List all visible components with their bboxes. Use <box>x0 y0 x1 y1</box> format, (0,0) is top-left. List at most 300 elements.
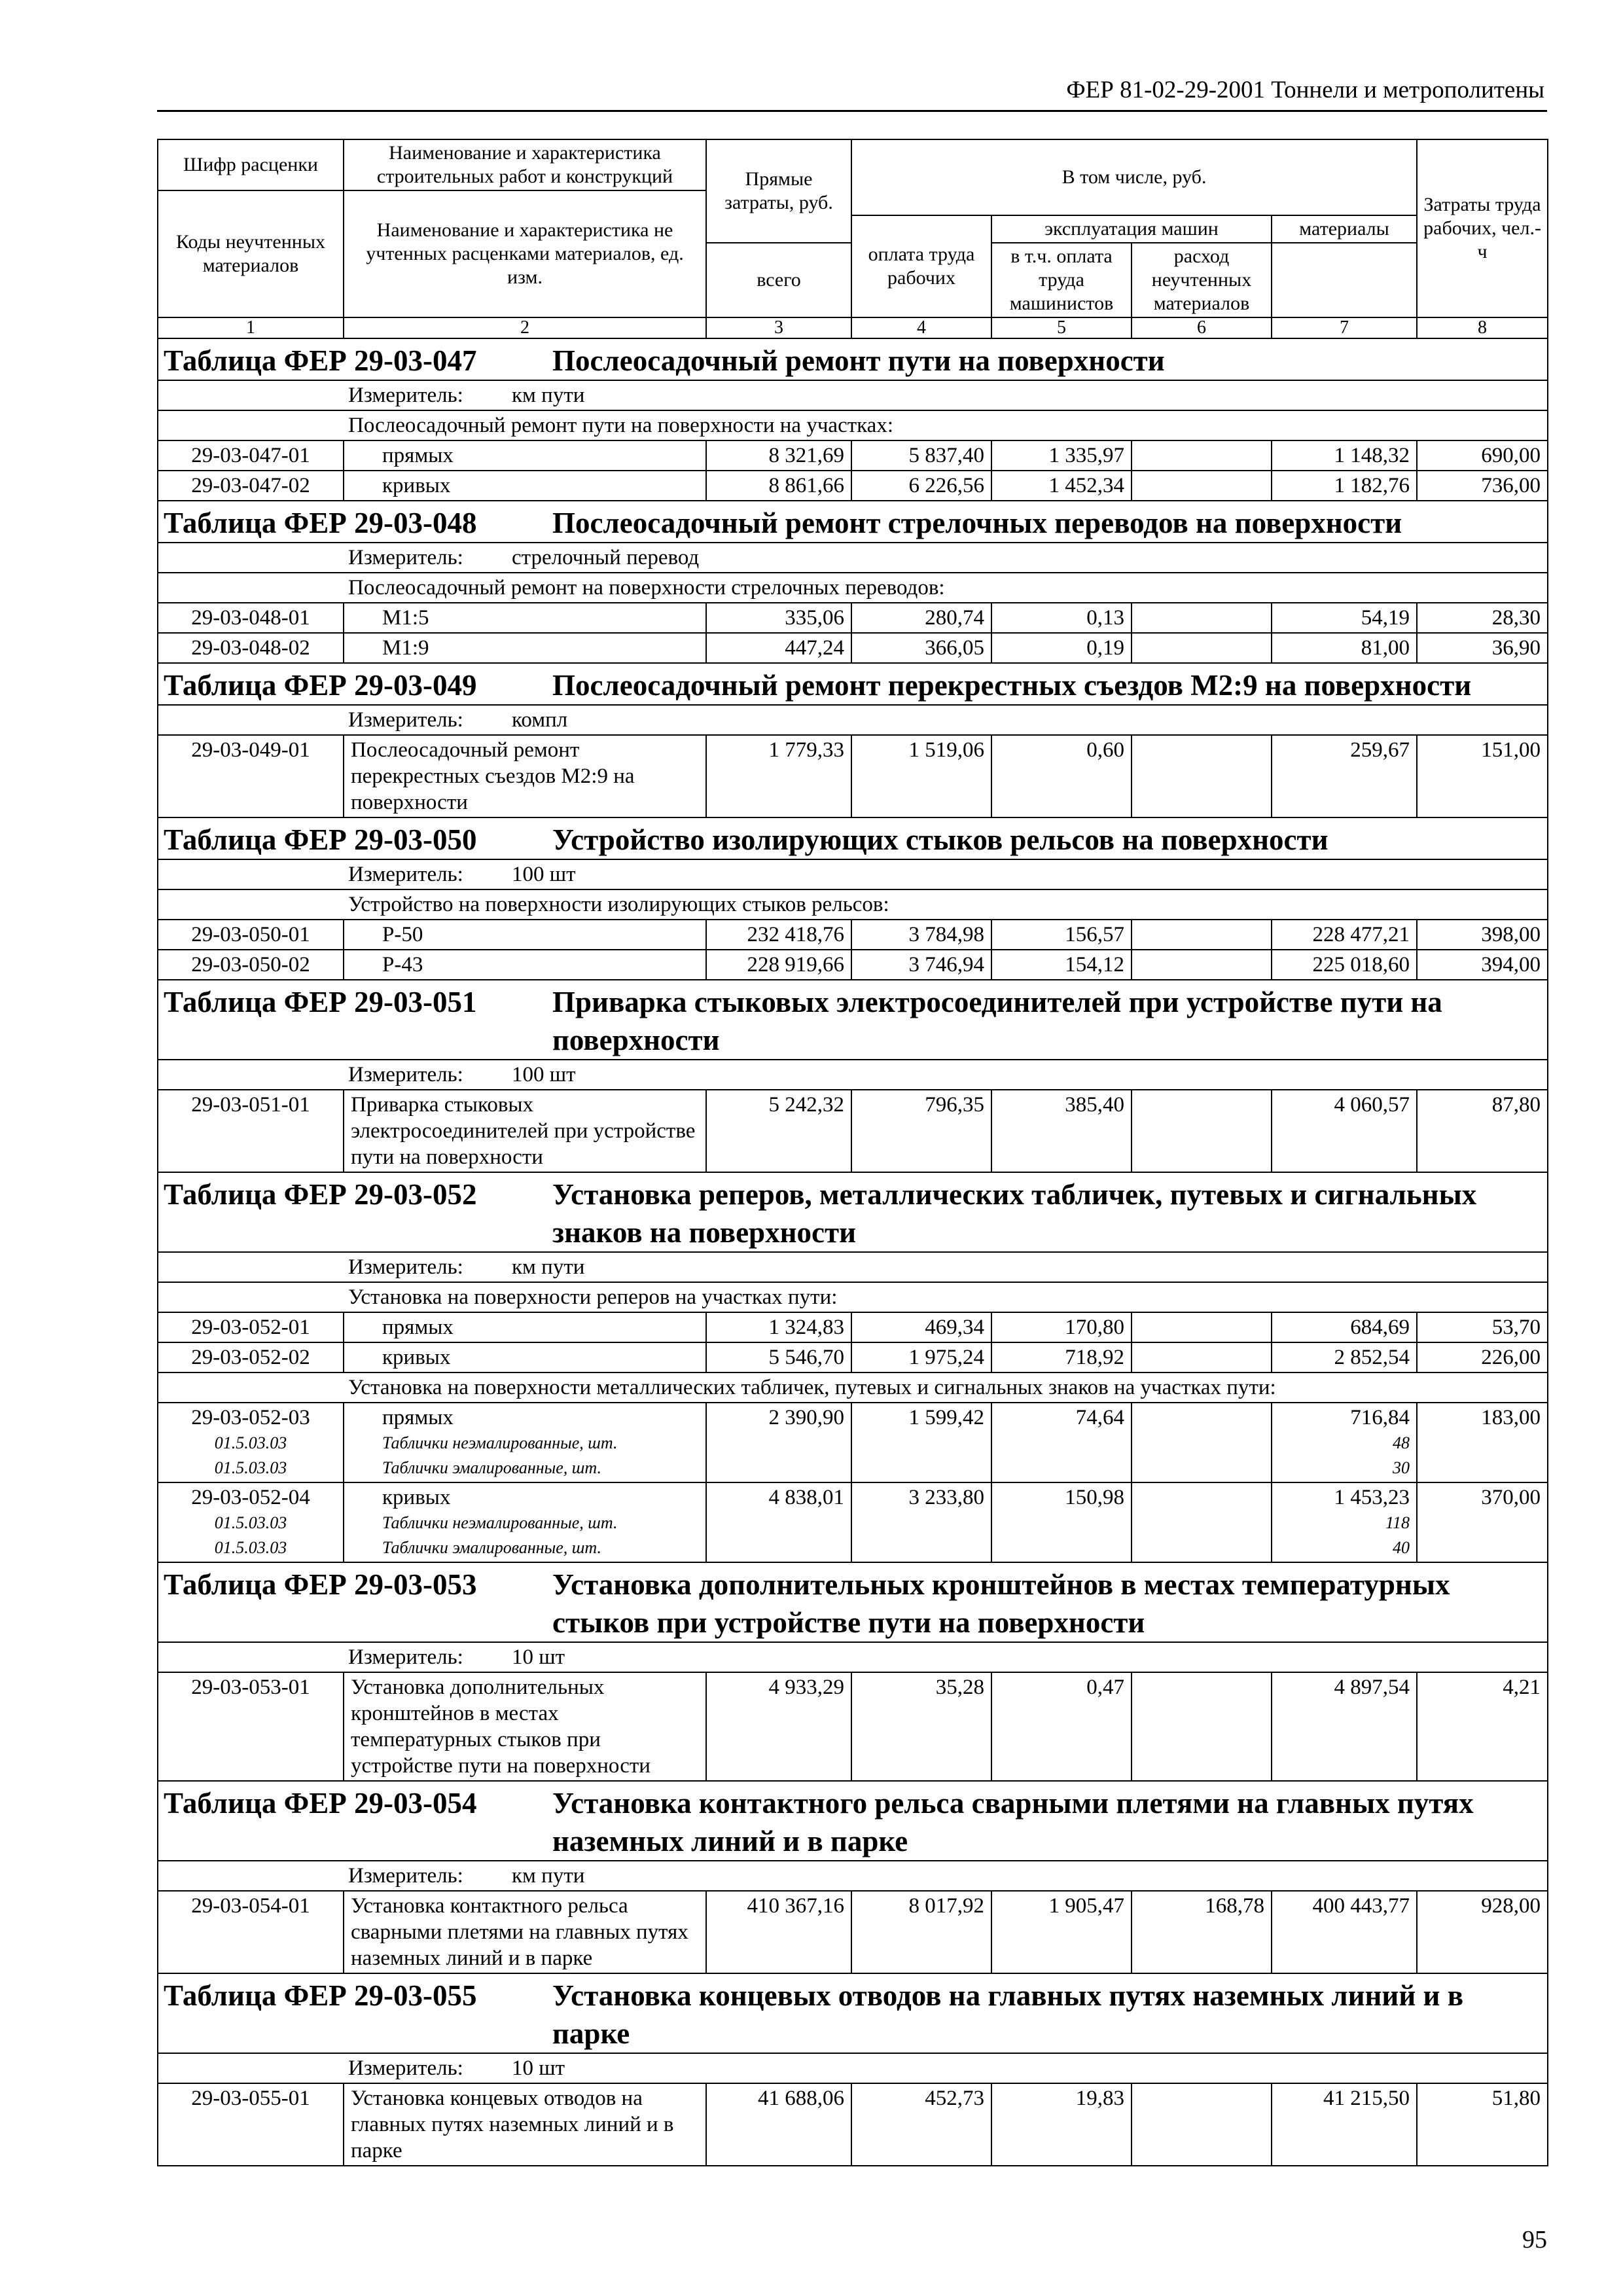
col-num: 3 <box>706 317 851 338</box>
table-label: Таблица ФЕР 29-03-054 <box>164 1787 477 1820</box>
measure-cell <box>158 543 1548 573</box>
measure-cell <box>158 2053 1548 2083</box>
page-number: 95 <box>1522 2226 1547 2253</box>
materials-cost-cell <box>1272 633 1417 663</box>
col-labor-cost-header: Затраты труда рабочих, чел.-ч <box>1417 139 1548 317</box>
measure-label: Измеритель: <box>348 2056 463 2080</box>
table-row <box>158 1090 1548 1172</box>
wages: 6 226,56 <box>851 471 991 501</box>
table-name: Установка реперов, металлических табличек, путевых и сигнальных знаков на поверхности <box>552 1178 1477 1249</box>
work-name-cell <box>344 603 706 633</box>
group-title-row <box>158 1372 1548 1403</box>
col-direct-header: Прямые затраты, руб. <box>706 139 851 243</box>
table-row <box>158 603 1548 633</box>
direct-cost: 410 367,16 <box>706 1891 851 1973</box>
direct-cost: 4 838,01 <box>706 1482 851 1562</box>
measure-label: Измеритель: <box>348 1645 463 1669</box>
materials-cost: 4 060,57 <box>1334 1093 1410 1117</box>
group-title-row <box>158 889 1548 920</box>
rate-code: 29-03-053-01 <box>191 1676 310 1699</box>
direct-cost: 232 418,76 <box>706 920 851 950</box>
measure-unit: км пути <box>512 384 585 407</box>
measure-row <box>158 2053 1548 2083</box>
rate-code-cell <box>158 603 344 633</box>
work-name-cell <box>344 1482 706 1562</box>
material-code: 01.5.03.03 <box>214 1513 287 1532</box>
machines-total: 1 452,34 <box>991 471 1132 501</box>
col-wages-header: оплата труда рабочих <box>851 215 991 317</box>
direct-cost: 8 861,66 <box>706 471 851 501</box>
table-label: Таблица ФЕР 29-03-047 <box>164 344 477 377</box>
rate-code: 29-03-048-02 <box>191 636 310 660</box>
material-code: 01.5.03.03 <box>214 1538 287 1557</box>
price-table <box>157 139 1548 2166</box>
table-title <box>158 1781 1548 1861</box>
work-name: Р-43 <box>382 953 423 977</box>
measure-unit: 100 шт <box>512 1063 576 1086</box>
rate-code-cell <box>158 633 344 663</box>
measure-unit: км пути <box>512 1864 585 1888</box>
wages: 469,34 <box>851 1312 991 1342</box>
work-name-cell <box>344 920 706 950</box>
measure-label: Измеритель: <box>348 1063 463 1086</box>
direct-cost: 4 933,29 <box>706 1672 851 1781</box>
table-title-block <box>164 1175 1542 1251</box>
table-row <box>158 1482 1548 1562</box>
col-num: 2 <box>344 317 706 338</box>
document-header <box>157 73 1547 112</box>
work-name-cell <box>344 1090 706 1172</box>
table-name: Послеосадочный ремонт пути на поверхности <box>552 344 1165 377</box>
machines-total: 154,12 <box>991 950 1132 980</box>
rate-code-cell <box>158 471 344 501</box>
table-title-block <box>164 1566 1542 1641</box>
table-title-block <box>164 342 1542 380</box>
table-row <box>158 950 1548 980</box>
materials-cost-cell <box>1272 920 1417 950</box>
table-label: Таблица ФЕР 29-03-055 <box>164 1979 477 2012</box>
measure-cell <box>158 1642 1548 1672</box>
operators-wages <box>1132 603 1272 633</box>
operators-wages <box>1132 1672 1272 1781</box>
table-row <box>158 1312 1548 1342</box>
direct-cost: 1 324,83 <box>706 1312 851 1342</box>
rate-code: 29-03-052-04 <box>191 1486 310 1509</box>
table-label: Таблица ФЕР 29-03-051 <box>164 986 477 1018</box>
material-code: 01.5.03.03 <box>214 1458 287 1477</box>
header-num-row <box>158 317 1548 338</box>
machines-total: 0,13 <box>991 603 1132 633</box>
table-row <box>158 1672 1548 1781</box>
labor-hours: 28,30 <box>1417 603 1548 633</box>
group-title: Устройство на поверхности изолирующих стыков рельсов: <box>158 889 1548 920</box>
col-machines-header: эксплуатация машин <box>991 215 1272 243</box>
operators-wages <box>1132 920 1272 950</box>
work-name-cell <box>344 1342 706 1372</box>
work-name-cell <box>344 950 706 980</box>
direct-cost: 2 390,90 <box>706 1403 851 1482</box>
machines-total: 0,60 <box>991 735 1132 817</box>
material-qty: 118 <box>1385 1513 1410 1532</box>
operators-wages <box>1132 440 1272 471</box>
machines-total: 385,40 <box>991 1090 1132 1172</box>
table-title-row <box>158 817 1548 859</box>
table-title-block <box>164 983 1542 1059</box>
table-title-block <box>164 821 1542 859</box>
measure-row <box>158 1060 1548 1090</box>
operators-wages <box>1132 1312 1272 1342</box>
table-title-block <box>164 666 1542 704</box>
table-title-row <box>158 1562 1548 1642</box>
col-num: 4 <box>851 317 991 338</box>
labor-hours: 398,00 <box>1417 920 1548 950</box>
work-name: Установка дополнительных кронштейнов в местах температурных стыков при устройстве пути на поверхности <box>351 1676 651 1778</box>
work-name-cell <box>344 1891 706 1973</box>
measure-label: Измеритель: <box>348 1255 463 1279</box>
operators-wages <box>1132 1482 1272 1562</box>
materials-cost-cell <box>1272 1403 1417 1482</box>
header-row-1 <box>158 139 1548 190</box>
machines-total: 0,47 <box>991 1672 1132 1781</box>
material-name: Таблички эмалированные, шт. <box>382 1538 602 1557</box>
rate-code-cell <box>158 920 344 950</box>
materials-cost-cell <box>1272 603 1417 633</box>
table-title-row <box>158 980 1548 1060</box>
material-name: Таблички неэмалированные, шт. <box>382 1433 618 1452</box>
table-title <box>158 817 1548 859</box>
labor-hours: 736,00 <box>1417 471 1548 501</box>
work-name: прямых <box>382 1316 454 1339</box>
col-operators-header: в т.ч. оплата труда машинистов <box>991 243 1132 317</box>
table-name: Послеосадочный ремонт стрелочных переводов на поверхности <box>552 507 1402 539</box>
work-name-cell <box>344 1672 706 1781</box>
work-name: Послеосадочный ремонт перекрестных съездов М2:9 на поверхности <box>351 738 635 814</box>
measure-cell <box>158 859 1548 889</box>
table-title <box>158 1973 1548 2053</box>
labor-hours: 394,00 <box>1417 950 1548 980</box>
measure-unit: стрелочный перевод <box>512 546 700 569</box>
machines-total: 0,19 <box>991 633 1132 663</box>
materials-cost-cell <box>1272 1891 1417 1973</box>
measure-cell <box>158 380 1548 410</box>
labor-hours: 183,00 <box>1417 1403 1548 1482</box>
operators-wages <box>1132 1403 1272 1482</box>
material-qty: 40 <box>1393 1538 1410 1557</box>
measure-row <box>158 1861 1548 1891</box>
table-title-block <box>164 1977 1542 2053</box>
machines-total: 1 905,47 <box>991 1891 1132 1973</box>
table-title-row <box>158 1973 1548 2053</box>
table-title-row <box>158 1781 1548 1861</box>
table-row <box>158 1891 1548 1973</box>
table-row <box>158 471 1548 501</box>
table-title <box>158 1562 1548 1642</box>
table-row <box>158 735 1548 817</box>
col-mat-code-header: Коды неучтенных материалов <box>158 190 344 317</box>
work-name-cell <box>344 440 706 471</box>
operators-wages <box>1132 633 1272 663</box>
materials-cost: 41 215,50 <box>1323 2087 1410 2110</box>
machines-total: 150,98 <box>991 1482 1132 1562</box>
materials-cost-cell <box>1272 735 1417 817</box>
direct-cost: 8 321,69 <box>706 440 851 471</box>
materials-cost-cell <box>1272 440 1417 471</box>
table-label: Таблица ФЕР 29-03-048 <box>164 507 477 539</box>
work-name-cell <box>344 1403 706 1482</box>
materials-cost: 684,69 <box>1350 1316 1410 1339</box>
rate-code: 29-03-050-02 <box>191 953 310 977</box>
group-title: Послеосадочный ремонт на поверхности стрелочных переводов: <box>158 573 1548 603</box>
operators-wages <box>1132 471 1272 501</box>
direct-cost: 228 919,66 <box>706 950 851 980</box>
labor-hours: 51,80 <box>1417 2083 1548 2166</box>
materials-cost: 54,19 <box>1361 606 1410 630</box>
table-label: Таблица ФЕР 29-03-050 <box>164 823 477 856</box>
work-name: Установка концевых отводов на главных путях наземных линий и в парке <box>351 2087 674 2162</box>
material-qty: 48 <box>1393 1433 1410 1452</box>
table-title <box>158 338 1548 380</box>
table-name: Установка контактного рельса сварными плетями на главных путях наземных линий и в парке <box>552 1787 1474 1857</box>
rate-code: 29-03-047-01 <box>191 444 310 467</box>
measure-row <box>158 380 1548 410</box>
table-label: Таблица ФЕР 29-03-052 <box>164 1178 477 1211</box>
table-name: Установка концевых отводов на главных путях наземных линий и в парке <box>552 1979 1464 2050</box>
rate-code: 29-03-050-01 <box>191 923 310 946</box>
materials-cost-cell <box>1272 1090 1417 1172</box>
rate-code-cell <box>158 1342 344 1372</box>
measure-unit: компл <box>512 708 568 732</box>
wages: 796,35 <box>851 1090 991 1172</box>
direct-cost: 335,06 <box>706 603 851 633</box>
table-name: Установка дополнительных кронштейнов в местах температурных стыков при устройстве пути на поверхности <box>552 1568 1450 1639</box>
materials-cost-cell <box>1272 471 1417 501</box>
group-title-row <box>158 410 1548 440</box>
measure-unit: км пути <box>512 1255 585 1279</box>
machines-total: 74,64 <box>991 1403 1132 1482</box>
operators-wages <box>1132 2083 1272 2166</box>
rate-code: 29-03-047-02 <box>191 474 310 497</box>
col-code-header: Шифр расценки <box>158 139 344 190</box>
work-name: прямых <box>382 444 454 467</box>
table-title-row <box>158 663 1548 705</box>
measure-cell <box>158 1861 1548 1891</box>
table-title-row <box>158 501 1548 543</box>
rate-code: 29-03-052-01 <box>191 1316 310 1339</box>
rate-code: 29-03-051-01 <box>191 1093 310 1117</box>
materials-cost: 716,84 <box>1350 1406 1410 1429</box>
materials-cost: 228 477,21 <box>1312 923 1410 946</box>
rate-code-cell <box>158 1403 344 1482</box>
labor-hours: 53,70 <box>1417 1312 1548 1342</box>
materials-cost: 259,67 <box>1350 738 1410 762</box>
wages: 1 599,42 <box>851 1403 991 1482</box>
measure-unit: 10 шт <box>512 1645 565 1669</box>
document-title: ФЕР 81-02-29-2001 Тоннели и метрополитены <box>1066 77 1544 103</box>
measure-cell <box>158 1252 1548 1282</box>
table-row <box>158 1403 1548 1482</box>
work-name: Приварка стыковых электросоединителей при устройстве пути на поверхности <box>351 1093 696 1169</box>
labor-hours: 36,90 <box>1417 633 1548 663</box>
labor-hours: 4,21 <box>1417 1672 1548 1781</box>
work-name-cell <box>344 735 706 817</box>
group-title: Установка на поверхности металлических табличек, путевых и сигнальных знаков на участках пути: <box>158 1372 1548 1403</box>
work-name: кривых <box>382 474 451 497</box>
materials-cost: 1 148,32 <box>1334 444 1410 467</box>
rate-code-cell <box>158 1090 344 1172</box>
wages: 1 519,06 <box>851 735 991 817</box>
direct-cost: 5 546,70 <box>706 1342 851 1372</box>
operators-wages <box>1132 1342 1272 1372</box>
materials-cost: 4 897,54 <box>1334 1676 1410 1699</box>
rate-code-cell <box>158 1482 344 1562</box>
rate-code-cell <box>158 440 344 471</box>
rate-code-cell <box>158 2083 344 2166</box>
materials-cost: 225 018,60 <box>1312 953 1410 977</box>
operators-wages <box>1132 1090 1272 1172</box>
direct-cost: 5 242,32 <box>706 1090 851 1172</box>
table-row <box>158 920 1548 950</box>
wages: 280,74 <box>851 603 991 633</box>
work-name-cell <box>344 2083 706 2166</box>
col-materials-header: материалы <box>1272 215 1417 243</box>
measure-row <box>158 1642 1548 1672</box>
materials-cost-cell <box>1272 950 1417 980</box>
col-num: 5 <box>991 317 1132 338</box>
labor-hours: 690,00 <box>1417 440 1548 471</box>
wages: 366,05 <box>851 633 991 663</box>
material-name: Таблички эмалированные, шт. <box>382 1458 602 1477</box>
labor-hours: 928,00 <box>1417 1891 1548 1973</box>
work-name: Установка контактного рельса сварными плетями на главных путях наземных линий и в парке <box>351 1894 688 1970</box>
measure-cell <box>158 705 1548 735</box>
material-qty: 30 <box>1393 1458 1410 1477</box>
table-row <box>158 1342 1548 1372</box>
rate-code: 29-03-049-01 <box>191 738 310 762</box>
work-name: прямых <box>382 1406 454 1429</box>
work-name: кривых <box>382 1346 451 1369</box>
measure-label: Измеритель: <box>348 384 463 407</box>
group-title-row <box>158 1282 1548 1312</box>
materials-cost-cell <box>1272 2083 1417 2166</box>
rate-code: 29-03-054-01 <box>191 1894 310 1918</box>
col-machines-total-header: всего <box>706 243 851 317</box>
labor-hours: 151,00 <box>1417 735 1548 817</box>
col-unaccounted-header: расход неучтенных материалов <box>1132 243 1272 317</box>
table-title <box>158 663 1548 705</box>
direct-cost: 41 688,06 <box>706 2083 851 2166</box>
measure-row <box>158 859 1548 889</box>
wages: 5 837,40 <box>851 440 991 471</box>
table-label: Таблица ФЕР 29-03-053 <box>164 1568 477 1601</box>
work-name-cell <box>344 633 706 663</box>
material-code: 01.5.03.03 <box>214 1433 287 1452</box>
operators-wages <box>1132 735 1272 817</box>
measure-unit: 10 шт <box>512 2056 565 2080</box>
rate-code-cell <box>158 1891 344 1973</box>
table-title <box>158 501 1548 543</box>
col-num: 7 <box>1272 317 1417 338</box>
work-name: Р-50 <box>382 923 423 946</box>
measure-label: Измеритель: <box>348 1864 463 1888</box>
materials-cost: 2 852,54 <box>1334 1346 1410 1369</box>
group-title: Послеосадочный ремонт пути на поверхности на участках: <box>158 410 1548 440</box>
table-title <box>158 1172 1548 1252</box>
col-num: 8 <box>1417 317 1548 338</box>
measure-label: Измеритель: <box>348 546 463 569</box>
rate-code-cell <box>158 1312 344 1342</box>
machines-total: 1 335,97 <box>991 440 1132 471</box>
work-name: М1:5 <box>382 606 429 630</box>
wages: 452,73 <box>851 2083 991 2166</box>
col-incl-header: В том числе, руб. <box>851 139 1417 215</box>
work-name-cell <box>344 1312 706 1342</box>
direct-cost: 1 779,33 <box>706 735 851 817</box>
work-name-cell <box>344 471 706 501</box>
wages: 35,28 <box>851 1672 991 1781</box>
rate-code-cell <box>158 950 344 980</box>
wages: 3 746,94 <box>851 950 991 980</box>
materials-cost: 81,00 <box>1361 636 1410 660</box>
wages: 3 784,98 <box>851 920 991 950</box>
group-title-row <box>158 573 1548 603</box>
material-name: Таблички неэмалированные, шт. <box>382 1513 618 1532</box>
table-title-block <box>164 1784 1542 1860</box>
rate-code: 29-03-052-02 <box>191 1346 310 1369</box>
measure-label: Измеритель: <box>348 863 463 886</box>
materials-cost-cell <box>1272 1342 1417 1372</box>
labor-hours: 226,00 <box>1417 1342 1548 1372</box>
wages: 3 233,80 <box>851 1482 991 1562</box>
table-name: Приварка стыковых электросоединителей при устройстве пути на поверхности <box>552 986 1442 1056</box>
wages: 8 017,92 <box>851 1891 991 1973</box>
table-row <box>158 633 1548 663</box>
materials-cost: 1 453,23 <box>1334 1486 1410 1509</box>
col-num: 6 <box>1132 317 1272 338</box>
labor-hours: 370,00 <box>1417 1482 1548 1562</box>
work-name: М1:9 <box>382 636 429 660</box>
col-name-header: Наименование и характеристика строительных работ и конструкций <box>344 139 706 190</box>
work-name: кривых <box>382 1486 451 1509</box>
table-row <box>158 440 1548 471</box>
table-title-row <box>158 338 1548 380</box>
operators-wages: 168,78 <box>1132 1891 1272 1973</box>
rate-code: 29-03-055-01 <box>191 2087 310 2110</box>
table-title <box>158 980 1548 1060</box>
operators-wages <box>1132 950 1272 980</box>
table-title-row <box>158 1172 1548 1252</box>
table-label: Таблица ФЕР 29-03-049 <box>164 669 477 702</box>
measure-row <box>158 705 1548 735</box>
table-title-block <box>164 504 1542 542</box>
measure-row <box>158 1252 1548 1282</box>
labor-hours: 87,80 <box>1417 1090 1548 1172</box>
rate-code: 29-03-048-01 <box>191 606 310 630</box>
table-name: Послеосадочный ремонт перекрестных съездов М2:9 на поверхности <box>552 669 1472 702</box>
rate-code-cell <box>158 735 344 817</box>
table-name: Устройство изолирующих стыков рельсов на поверхности <box>552 823 1329 856</box>
materials-cost-cell <box>1272 1482 1417 1562</box>
materials-cost: 1 182,76 <box>1334 474 1410 497</box>
table-row <box>158 2083 1548 2166</box>
materials-cost: 400 443,77 <box>1312 1894 1410 1918</box>
wages: 1 975,24 <box>851 1342 991 1372</box>
materials-cost-cell <box>1272 1672 1417 1781</box>
materials-cost-cell <box>1272 1312 1417 1342</box>
rate-code-cell <box>158 1672 344 1781</box>
group-title: Установка на поверхности реперов на участках пути: <box>158 1282 1548 1312</box>
machines-total: 156,57 <box>991 920 1132 950</box>
machines-total: 170,80 <box>991 1312 1132 1342</box>
